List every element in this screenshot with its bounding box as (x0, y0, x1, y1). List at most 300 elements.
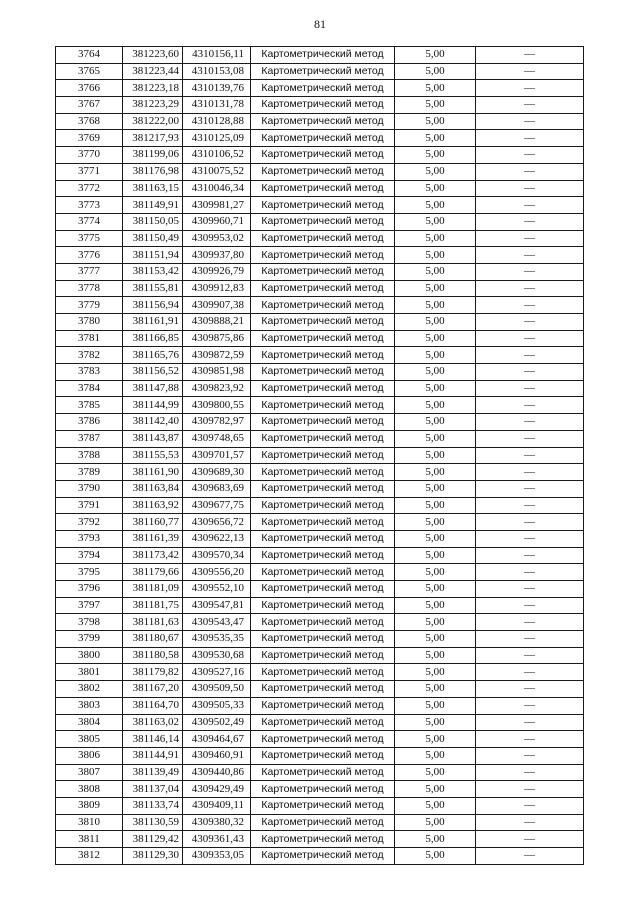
method-cell: Картометрический метод (251, 781, 395, 798)
x-coordinate-cell: 381176,98 (123, 163, 183, 180)
y-coordinate-cell: 4310128,88 (183, 113, 251, 130)
method-cell: Картометрический метод (251, 247, 395, 264)
accuracy-cell: 5,00 (395, 80, 476, 97)
note-cell: — (476, 97, 584, 114)
method-cell: Картометрический метод (251, 364, 395, 381)
method-cell: Картометрический метод (251, 180, 395, 197)
y-coordinate-cell: 4309543,47 (183, 614, 251, 631)
table-row (56, 47, 584, 64)
accuracy-cell: 5,00 (395, 430, 476, 447)
table-row (56, 414, 584, 431)
table-row (56, 297, 584, 314)
note-cell: — (476, 764, 584, 781)
x-coordinate-cell: 381180,67 (123, 631, 183, 648)
table-row (56, 213, 584, 230)
note-cell: — (476, 814, 584, 831)
y-coordinate-cell: 4309823,92 (183, 380, 251, 397)
x-coordinate-cell: 381181,63 (123, 614, 183, 631)
accuracy-cell: 5,00 (395, 464, 476, 481)
table-row (56, 564, 584, 581)
point-number-cell: 3794 (56, 547, 123, 564)
point-number-cell: 3807 (56, 764, 123, 781)
y-coordinate-cell: 4309656,72 (183, 514, 251, 531)
method-cell: Картометрический метод (251, 547, 395, 564)
y-coordinate-cell: 4309782,97 (183, 414, 251, 431)
note-cell: — (476, 581, 584, 598)
accuracy-cell: 5,00 (395, 347, 476, 364)
table-row (56, 163, 584, 180)
table-row (56, 647, 584, 664)
point-number-cell: 3776 (56, 247, 123, 264)
point-number-cell: 3800 (56, 647, 123, 664)
point-number-cell: 3769 (56, 130, 123, 147)
note-cell: — (476, 831, 584, 848)
point-number-cell: 3782 (56, 347, 123, 364)
y-coordinate-cell: 4309440,86 (183, 764, 251, 781)
x-coordinate-cell: 381199,06 (123, 147, 183, 164)
accuracy-cell: 5,00 (395, 530, 476, 547)
coordinates-table (55, 46, 584, 865)
y-coordinate-cell: 4309851,98 (183, 364, 251, 381)
table-row (56, 80, 584, 97)
accuracy-cell: 5,00 (395, 764, 476, 781)
method-cell: Картометрический метод (251, 731, 395, 748)
method-cell: Картометрический метод (251, 797, 395, 814)
x-coordinate-cell: 381223,44 (123, 63, 183, 80)
table-row (56, 397, 584, 414)
x-coordinate-cell: 381137,04 (123, 781, 183, 798)
y-coordinate-cell: 4309689,30 (183, 464, 251, 481)
method-cell: Картометрический метод (251, 714, 395, 731)
y-coordinate-cell: 4309505,33 (183, 697, 251, 714)
table-row (56, 380, 584, 397)
table-row (56, 480, 584, 497)
note-cell: — (476, 747, 584, 764)
x-coordinate-cell: 381156,52 (123, 364, 183, 381)
accuracy-cell: 5,00 (395, 397, 476, 414)
table-row (56, 497, 584, 514)
table-row (56, 631, 584, 648)
x-coordinate-cell: 381179,66 (123, 564, 183, 581)
accuracy-cell: 5,00 (395, 63, 476, 80)
accuracy-cell: 5,00 (395, 247, 476, 264)
table-row (56, 113, 584, 130)
y-coordinate-cell: 4309888,21 (183, 314, 251, 331)
table-row (56, 814, 584, 831)
table-row (56, 581, 584, 598)
method-cell: Картометрический метод (251, 414, 395, 431)
note-cell: — (476, 447, 584, 464)
x-coordinate-cell: 381161,91 (123, 314, 183, 331)
y-coordinate-cell: 4310156,11 (183, 47, 251, 64)
accuracy-cell: 5,00 (395, 631, 476, 648)
accuracy-cell: 5,00 (395, 614, 476, 631)
x-coordinate-cell: 381222,00 (123, 113, 183, 130)
x-coordinate-cell: 381150,05 (123, 213, 183, 230)
note-cell: — (476, 364, 584, 381)
table-row (56, 180, 584, 197)
accuracy-cell: 5,00 (395, 180, 476, 197)
point-number-cell: 3764 (56, 47, 123, 64)
method-cell: Картометрический метод (251, 597, 395, 614)
note-cell: — (476, 597, 584, 614)
y-coordinate-cell: 4309527,16 (183, 664, 251, 681)
note-cell: — (476, 297, 584, 314)
method-cell: Картометрический метод (251, 113, 395, 130)
table-row (56, 697, 584, 714)
point-number-cell: 3778 (56, 280, 123, 297)
x-coordinate-cell: 381223,18 (123, 80, 183, 97)
page-number: 81 (314, 17, 326, 31)
y-coordinate-cell: 4309872,59 (183, 347, 251, 364)
table-row (56, 747, 584, 764)
x-coordinate-cell: 381150,49 (123, 230, 183, 247)
note-cell: — (476, 480, 584, 497)
table-row (56, 330, 584, 347)
note-cell: — (476, 80, 584, 97)
table-row (56, 147, 584, 164)
point-number-cell: 3767 (56, 97, 123, 114)
note-cell: — (476, 731, 584, 748)
y-coordinate-cell: 4309556,20 (183, 564, 251, 581)
coordinates-table-body (56, 47, 584, 865)
note-cell: — (476, 130, 584, 147)
accuracy-cell: 5,00 (395, 514, 476, 531)
accuracy-cell: 5,00 (395, 364, 476, 381)
table-row (56, 63, 584, 80)
accuracy-cell: 5,00 (395, 263, 476, 280)
table-row (56, 364, 584, 381)
note-cell: — (476, 497, 584, 514)
y-coordinate-cell: 4309937,80 (183, 247, 251, 264)
method-cell: Картометрический метод (251, 764, 395, 781)
method-cell: Картометрический метод (251, 63, 395, 80)
point-number-cell: 3788 (56, 447, 123, 464)
x-coordinate-cell: 381129,42 (123, 831, 183, 848)
x-coordinate-cell: 381167,20 (123, 681, 183, 698)
accuracy-cell: 5,00 (395, 147, 476, 164)
x-coordinate-cell: 381156,94 (123, 297, 183, 314)
method-cell: Картометрический метод (251, 197, 395, 214)
table-row (56, 230, 584, 247)
accuracy-cell: 5,00 (395, 163, 476, 180)
note-cell: — (476, 197, 584, 214)
x-coordinate-cell: 381129,30 (123, 848, 183, 865)
x-coordinate-cell: 381163,15 (123, 180, 183, 197)
x-coordinate-cell: 381155,53 (123, 447, 183, 464)
y-coordinate-cell: 4310139,76 (183, 80, 251, 97)
y-coordinate-cell: 4309960,71 (183, 213, 251, 230)
x-coordinate-cell: 381163,02 (123, 714, 183, 731)
method-cell: Картометрический метод (251, 631, 395, 648)
point-number-cell: 3809 (56, 797, 123, 814)
x-coordinate-cell: 381143,87 (123, 430, 183, 447)
y-coordinate-cell: 4309570,34 (183, 547, 251, 564)
method-cell: Картометрический метод (251, 681, 395, 698)
x-coordinate-cell: 381160,77 (123, 514, 183, 531)
note-cell: — (476, 530, 584, 547)
note-cell: — (476, 213, 584, 230)
y-coordinate-cell: 4309677,75 (183, 497, 251, 514)
point-number-cell: 3805 (56, 731, 123, 748)
point-number-cell: 3777 (56, 263, 123, 280)
table-row (56, 347, 584, 364)
note-cell: — (476, 614, 584, 631)
accuracy-cell: 5,00 (395, 781, 476, 798)
table-row (56, 681, 584, 698)
y-coordinate-cell: 4310125,09 (183, 130, 251, 147)
x-coordinate-cell: 381166,85 (123, 330, 183, 347)
x-coordinate-cell: 381173,42 (123, 547, 183, 564)
accuracy-cell: 5,00 (395, 681, 476, 698)
y-coordinate-cell: 4310075,52 (183, 163, 251, 180)
y-coordinate-cell: 4309547,81 (183, 597, 251, 614)
method-cell: Картометрический метод (251, 430, 395, 447)
accuracy-cell: 5,00 (395, 664, 476, 681)
accuracy-cell: 5,00 (395, 697, 476, 714)
x-coordinate-cell: 381155,81 (123, 280, 183, 297)
point-number-cell: 3801 (56, 664, 123, 681)
note-cell: — (476, 280, 584, 297)
point-number-cell: 3804 (56, 714, 123, 731)
y-coordinate-cell: 4309800,55 (183, 397, 251, 414)
accuracy-cell: 5,00 (395, 330, 476, 347)
method-cell: Картометрический метод (251, 564, 395, 581)
y-coordinate-cell: 4309380,32 (183, 814, 251, 831)
y-coordinate-cell: 4310106,52 (183, 147, 251, 164)
method-cell: Картометрический метод (251, 147, 395, 164)
note-cell: — (476, 380, 584, 397)
x-coordinate-cell: 381179,82 (123, 664, 183, 681)
accuracy-cell: 5,00 (395, 747, 476, 764)
y-coordinate-cell: 4309552,10 (183, 581, 251, 598)
x-coordinate-cell: 381151,94 (123, 247, 183, 264)
accuracy-cell: 5,00 (395, 564, 476, 581)
x-coordinate-cell: 381180,58 (123, 647, 183, 664)
method-cell: Картометрический метод (251, 831, 395, 848)
method-cell: Картометрический метод (251, 263, 395, 280)
table-row (56, 797, 584, 814)
point-number-cell: 3792 (56, 514, 123, 531)
note-cell: — (476, 263, 584, 280)
method-cell: Картометрический метод (251, 497, 395, 514)
y-coordinate-cell: 4309509,50 (183, 681, 251, 698)
x-coordinate-cell: 381144,91 (123, 747, 183, 764)
note-cell: — (476, 314, 584, 331)
point-number-cell: 3787 (56, 430, 123, 447)
table-row (56, 614, 584, 631)
accuracy-cell: 5,00 (395, 480, 476, 497)
accuracy-cell: 5,00 (395, 831, 476, 848)
y-coordinate-cell: 4309460,91 (183, 747, 251, 764)
x-coordinate-cell: 381163,84 (123, 480, 183, 497)
point-number-cell: 3781 (56, 330, 123, 347)
accuracy-cell: 5,00 (395, 447, 476, 464)
point-number-cell: 3775 (56, 230, 123, 247)
accuracy-cell: 5,00 (395, 197, 476, 214)
y-coordinate-cell: 4309361,43 (183, 831, 251, 848)
note-cell: — (476, 664, 584, 681)
x-coordinate-cell: 381146,14 (123, 731, 183, 748)
note-cell: — (476, 714, 584, 731)
method-cell: Картометрический метод (251, 347, 395, 364)
table-row (56, 781, 584, 798)
table-row (56, 247, 584, 264)
accuracy-cell: 5,00 (395, 280, 476, 297)
method-cell: Картометрический метод (251, 514, 395, 531)
accuracy-cell: 5,00 (395, 414, 476, 431)
accuracy-cell: 5,00 (395, 647, 476, 664)
point-number-cell: 3784 (56, 380, 123, 397)
method-cell: Картометрический метод (251, 280, 395, 297)
point-number-cell: 3810 (56, 814, 123, 831)
point-number-cell: 3806 (56, 747, 123, 764)
method-cell: Картометрический метод (251, 47, 395, 64)
method-cell: Картометрический метод (251, 647, 395, 664)
point-number-cell: 3773 (56, 197, 123, 214)
method-cell: Картометрический метод (251, 163, 395, 180)
point-number-cell: 3766 (56, 80, 123, 97)
accuracy-cell: 5,00 (395, 597, 476, 614)
y-coordinate-cell: 4309464,67 (183, 731, 251, 748)
table-row (56, 764, 584, 781)
method-cell: Картометрический метод (251, 213, 395, 230)
table-row (56, 597, 584, 614)
x-coordinate-cell: 381165,76 (123, 347, 183, 364)
point-number-cell: 3811 (56, 831, 123, 848)
point-number-cell: 3812 (56, 848, 123, 865)
method-cell: Картометрический метод (251, 447, 395, 464)
y-coordinate-cell: 4309502,49 (183, 714, 251, 731)
note-cell: — (476, 781, 584, 798)
y-coordinate-cell: 4309622,13 (183, 530, 251, 547)
point-number-cell: 3808 (56, 781, 123, 798)
y-coordinate-cell: 4309701,57 (183, 447, 251, 464)
y-coordinate-cell: 4310046,34 (183, 180, 251, 197)
method-cell: Картометрический метод (251, 530, 395, 547)
y-coordinate-cell: 4309535,35 (183, 631, 251, 648)
accuracy-cell: 5,00 (395, 848, 476, 865)
method-cell: Картометрический метод (251, 397, 395, 414)
note-cell: — (476, 47, 584, 64)
table-row (56, 447, 584, 464)
note-cell: — (476, 797, 584, 814)
note-cell: — (476, 547, 584, 564)
note-cell: — (476, 113, 584, 130)
point-number-cell: 3793 (56, 530, 123, 547)
note-cell: — (476, 414, 584, 431)
method-cell: Картометрический метод (251, 297, 395, 314)
y-coordinate-cell: 4310131,78 (183, 97, 251, 114)
table-row (56, 314, 584, 331)
accuracy-cell: 5,00 (395, 230, 476, 247)
point-number-cell: 3799 (56, 631, 123, 648)
note-cell: — (476, 631, 584, 648)
x-coordinate-cell: 381144,99 (123, 397, 183, 414)
y-coordinate-cell: 4309748,65 (183, 430, 251, 447)
note-cell: — (476, 681, 584, 698)
point-number-cell: 3803 (56, 697, 123, 714)
table-row (56, 514, 584, 531)
point-number-cell: 3797 (56, 597, 123, 614)
accuracy-cell: 5,00 (395, 113, 476, 130)
table-row (56, 130, 584, 147)
note-cell: — (476, 163, 584, 180)
accuracy-cell: 5,00 (395, 797, 476, 814)
y-coordinate-cell: 4309953,02 (183, 230, 251, 247)
x-coordinate-cell: 381142,40 (123, 414, 183, 431)
x-coordinate-cell: 381161,39 (123, 530, 183, 547)
x-coordinate-cell: 381164,70 (123, 697, 183, 714)
accuracy-cell: 5,00 (395, 497, 476, 514)
table-row (56, 731, 584, 748)
point-number-cell: 3783 (56, 364, 123, 381)
note-cell: — (476, 514, 584, 531)
point-number-cell: 3785 (56, 397, 123, 414)
point-number-cell: 3786 (56, 414, 123, 431)
accuracy-cell: 5,00 (395, 547, 476, 564)
accuracy-cell: 5,00 (395, 314, 476, 331)
method-cell: Картометрический метод (251, 330, 395, 347)
x-coordinate-cell: 381181,09 (123, 581, 183, 598)
point-number-cell: 3774 (56, 213, 123, 230)
y-coordinate-cell: 4309353,05 (183, 848, 251, 865)
method-cell: Картометрический метод (251, 314, 395, 331)
table-row (56, 848, 584, 865)
point-number-cell: 3798 (56, 614, 123, 631)
y-coordinate-cell: 4309907,38 (183, 297, 251, 314)
table-row (56, 664, 584, 681)
method-cell: Картометрический метод (251, 230, 395, 247)
x-coordinate-cell: 381181,75 (123, 597, 183, 614)
y-coordinate-cell: 4310153,08 (183, 63, 251, 80)
method-cell: Картометрический метод (251, 747, 395, 764)
point-number-cell: 3770 (56, 147, 123, 164)
method-cell: Картометрический метод (251, 664, 395, 681)
method-cell: Картометрический метод (251, 581, 395, 598)
x-coordinate-cell: 381161,90 (123, 464, 183, 481)
x-coordinate-cell: 381223,29 (123, 97, 183, 114)
table-row (56, 197, 584, 214)
y-coordinate-cell: 4309530,68 (183, 647, 251, 664)
x-coordinate-cell: 381139,49 (123, 764, 183, 781)
note-cell: — (476, 430, 584, 447)
point-number-cell: 3768 (56, 113, 123, 130)
point-number-cell: 3790 (56, 480, 123, 497)
accuracy-cell: 5,00 (395, 97, 476, 114)
x-coordinate-cell: 381153,42 (123, 263, 183, 280)
x-coordinate-cell: 381217,93 (123, 130, 183, 147)
note-cell: — (476, 564, 584, 581)
y-coordinate-cell: 4309926,79 (183, 263, 251, 280)
method-cell: Картометрический метод (251, 97, 395, 114)
note-cell: — (476, 230, 584, 247)
method-cell: Картометрический метод (251, 464, 395, 481)
note-cell: — (476, 697, 584, 714)
method-cell: Картометрический метод (251, 480, 395, 497)
method-cell: Картометрический метод (251, 380, 395, 397)
note-cell: — (476, 247, 584, 264)
y-coordinate-cell: 4309912,83 (183, 280, 251, 297)
accuracy-cell: 5,00 (395, 213, 476, 230)
table-row (56, 547, 584, 564)
y-coordinate-cell: 4309409,11 (183, 797, 251, 814)
point-number-cell: 3789 (56, 464, 123, 481)
table-row (56, 263, 584, 280)
table-row (56, 430, 584, 447)
note-cell: — (476, 330, 584, 347)
x-coordinate-cell: 381147,88 (123, 380, 183, 397)
